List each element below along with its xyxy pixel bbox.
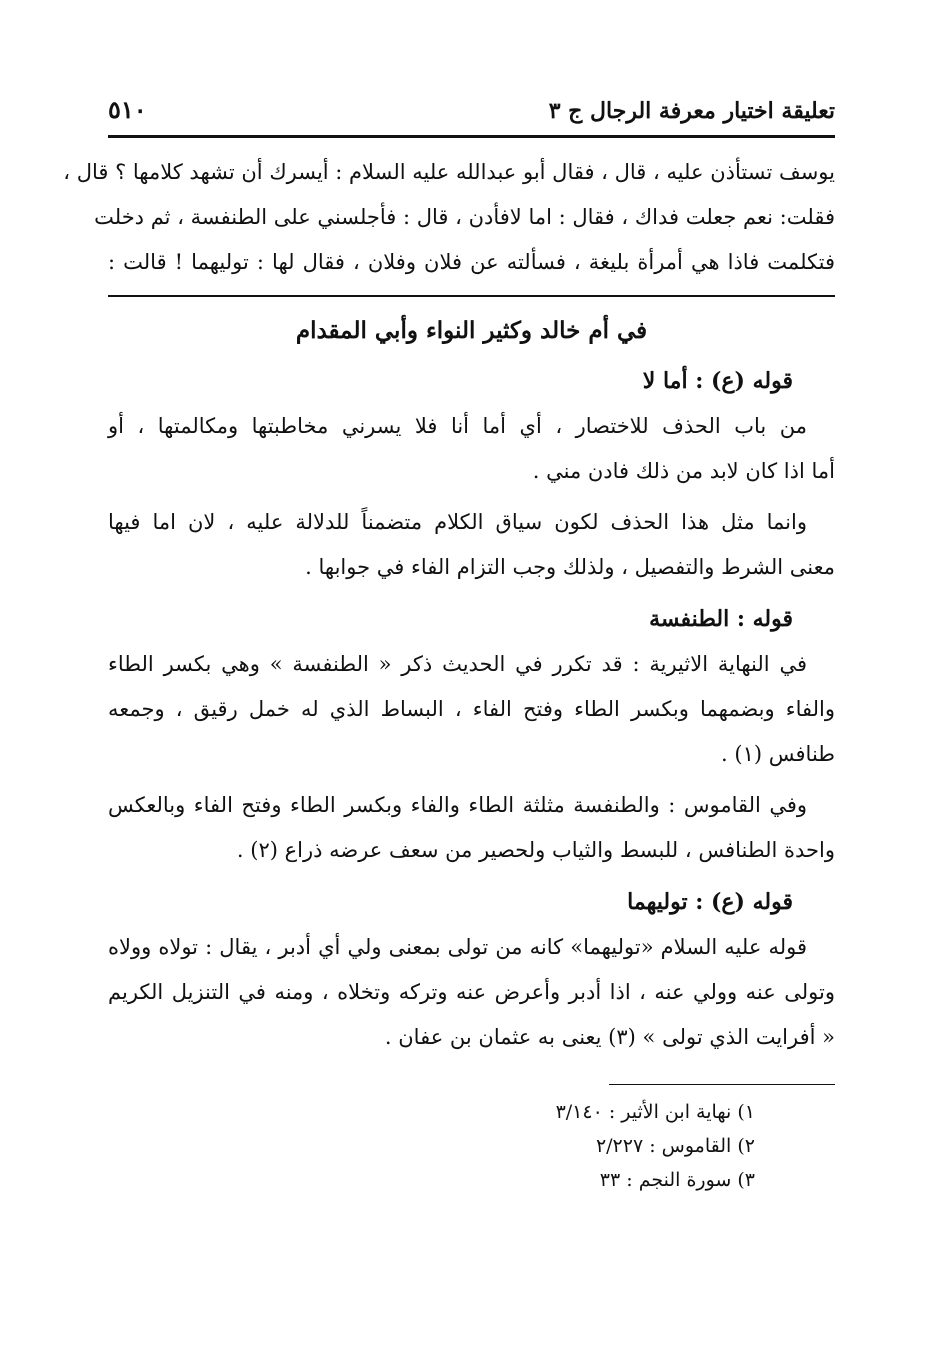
text-line: قوله عليه السلام «توليهما» كانه من تولى بمعنى ولي أي أدبر ، يقال : تولاه وولاه	[108, 935, 807, 959]
paragraph	[108, 500, 835, 590]
text-line: يوسف تستأذن عليه ، قال ، فقال أبو عبدالله عليه السلام : أيسرك أن تشهد كلامها ؟ قال ،	[63, 160, 835, 184]
running-title: تعليقة اختيار معرفة الرجال ج ٣	[548, 98, 835, 124]
commentary-heading: قوله (ع) : أما لا	[642, 368, 793, 394]
footnote: ١) نهاية ابن الأثير : ٣/١٤٠	[555, 1101, 755, 1123]
text-line: فقلت: نعم جعلت فداك ، فقال : اما لافأدن ، قال : فأجلسني على الطنفسة ، ثم دخلت	[94, 205, 835, 229]
text-line: وفي القاموس : والطنفسة مثلثة الطاء والفاء وبكسر الطاء وفتح الفاء وبالعكس	[108, 793, 807, 817]
book-page	[63, 95, 835, 1197]
commentary-heading: قوله (ع) : توليهما	[627, 889, 793, 915]
section-rule	[108, 295, 835, 297]
paragraph	[108, 404, 835, 494]
text-line: من باب الحذف للاختصار ، أي أما أنا فلا يسرني مخاطبتها ومكالمتها ، أو	[108, 414, 807, 438]
text-line: وانما مثل هذا الحذف لكون سياق الكلام متضمناً للدلالة عليه ، لان اما فيها	[108, 510, 807, 534]
paragraph	[108, 783, 835, 873]
text-line: معنى الشرط والتفصيل ، ولذلك وجب التزام الفاء في جوابها .	[305, 555, 835, 579]
page-header	[108, 95, 835, 135]
footnote: ٣) سورة النجم : ٣٣	[599, 1169, 755, 1191]
paragraph	[108, 925, 835, 1060]
text-line: في النهاية الاثيرية : قد تكرر في الحديث ذكر « الطنفسة » وهي بكسر الطاء	[108, 652, 807, 676]
text-line: وتولى عنه وولي عنه ، اذا أدبر وأعرض عنه وتركه وتخلاه ، ومنه في التنزيل الكريم	[108, 980, 835, 1004]
text-line: « أفرايت الذي تولى » (٣) يعنى به عثمان بن عفان .	[384, 1025, 835, 1049]
footnote: ٢) القاموس : ٢/٢٢٧	[595, 1135, 755, 1157]
previous-text-block	[63, 138, 835, 295]
text-line: فتكلمت فاذا هي أمرأة بليغة ، فسألته عن فلان وفلان ، فقال لها : توليهما ! قالت :	[108, 250, 835, 274]
section-title: في أم خالد وكثير النواء وأبي المقدام	[295, 317, 648, 344]
commentary-heading: قوله : الطنفسة	[649, 606, 793, 632]
paragraph	[108, 642, 835, 777]
text-line: أما اذا كان لابد من ذلك فادن مني .	[532, 459, 835, 483]
text-line: والفاء وبضمهما وبكسر الطاء وفتح الفاء ، البساط الذي له خمل رقيق ، وجمعه	[108, 697, 835, 721]
footnote-separator	[609, 1084, 835, 1085]
text-line: طنافس (١) .	[721, 742, 835, 766]
text-line: واحدة الطنافس ، للبسط والثياب ولحصير من سعف عرضه ذراع (٢) .	[236, 838, 835, 862]
page-number: ٥١٠	[108, 95, 147, 124]
